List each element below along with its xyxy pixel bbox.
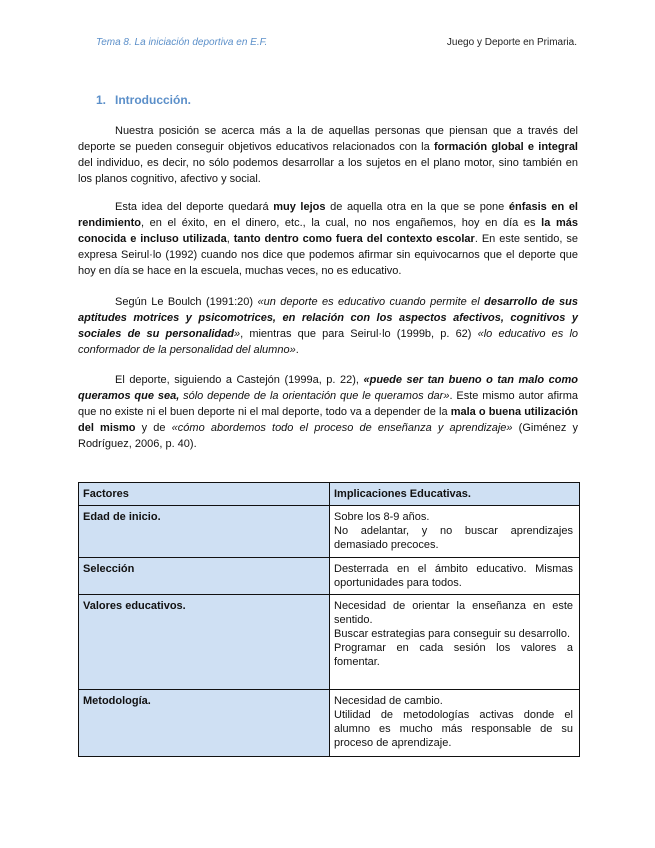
quote-run: sólo depende de la orientación que le queramos dar» xyxy=(179,390,450,402)
text-run: El deporte, siguiendo a Castejón (1999a, p. 22), xyxy=(115,374,364,386)
implication-line: Sobre los 8-9 años. xyxy=(334,511,430,523)
emphasis-run: tanto dentro como fuera del contexto escolar xyxy=(233,233,475,245)
implications-cell xyxy=(330,506,580,558)
text-run: . En este sentido, se expresa Seirul·lo (1992) cuando nos dice que podemos afirmar sin equivocarnos que el deporte que hoy en día se hace en la escuela, muchas veces, no es educativo. xyxy=(78,233,578,277)
column-header: Factores xyxy=(79,483,330,506)
section-title: Introducción. xyxy=(115,93,191,107)
text-run: . xyxy=(295,344,299,356)
section-heading xyxy=(96,93,191,107)
emphasis-run: muy lejos xyxy=(273,201,326,213)
table-header-row xyxy=(79,483,580,506)
implications-cell xyxy=(330,690,580,757)
text-run: Según Le Boulch (1991:20) xyxy=(115,296,258,308)
table-row xyxy=(79,690,580,757)
text-run: , mientras que para Seirul·lo (1999b, p. 62) xyxy=(240,328,478,340)
factors-table xyxy=(78,482,580,757)
implication-line: Programar en cada sesión los valores a fomentar. xyxy=(334,642,573,668)
factor-cell: Metodología. xyxy=(79,690,330,757)
text-run: del individuo, es decir, no sólo podemos desarrollar a los sujetos en el plano motor, sino también en los planos cognitivo, afectivo y social. xyxy=(78,157,578,185)
emphasis-run: la más conocida e incluso utilizada xyxy=(78,217,578,245)
table-row xyxy=(79,595,580,690)
column-header: Implicaciones Educativas. xyxy=(330,483,580,506)
emphasis-run: mala o buena utilización del mismo xyxy=(78,406,578,434)
implications-cell xyxy=(330,595,580,690)
table-row xyxy=(79,506,580,558)
emphasis-quote-run: «puede ser tan bueno o tan malo como queramos que sea, xyxy=(78,374,578,402)
text-run: , en el éxito, en el dinero, etc., la cual, no nos engañemos, hoy en día es xyxy=(140,217,542,229)
emphasis-run: formación global e integral xyxy=(433,141,578,153)
header-topic: Tema 8. La iniciación deportiva en E.F. xyxy=(96,37,268,48)
factor-cell: Selección xyxy=(79,558,330,595)
quote-run: » xyxy=(234,328,241,340)
table-row xyxy=(79,558,580,595)
text-run: de aquella otra en la que se pone xyxy=(325,201,509,213)
emphasis-run: énfasis en el rendimiento xyxy=(78,201,578,229)
implication-line: No adelantar, y no buscar aprendizajes demasiado precoces. xyxy=(334,525,573,551)
text-run: y de xyxy=(135,422,172,434)
implication-line: Necesidad de orientar la enseñanza en este sentido. xyxy=(334,600,573,626)
implication-line: Utilidad de metodologías activas donde el alumno es mucho más responsable de su proceso de aprendizaje. xyxy=(334,709,573,749)
implication-line: Necesidad de cambio. xyxy=(334,695,443,707)
text-run: , xyxy=(226,233,234,245)
implications-cell xyxy=(330,558,580,595)
factor-cell: Edad de inicio. xyxy=(79,506,330,558)
quote-run: «lo educativo es lo conformador de la personalidad del alumno» xyxy=(78,328,579,356)
paragraph-intro xyxy=(78,123,578,187)
quote-run: «cómo abordemos todo el proceso de enseñanza y aprendizaje» xyxy=(171,422,513,434)
paragraph-castejon xyxy=(78,372,578,452)
implication-line: Buscar estrategias para conseguir su desarrollo. xyxy=(334,628,571,640)
text-run: Nuestra posición se acerca más a la de aquellas personas que piensan que a través del deporte se pueden conseguir objetivos educativos relacionados con la xyxy=(78,125,578,153)
paragraph-le-boulch xyxy=(78,294,578,358)
factor-cell: Valores educativos. xyxy=(79,595,330,690)
page-header xyxy=(96,37,577,51)
quote-run: «un deporte es educativo cuando permite el xyxy=(257,296,485,308)
text-run: (Giménez y Rodríguez, 2006, p. 40). xyxy=(78,422,578,450)
text-run: Esta idea del deporte quedará xyxy=(115,201,274,213)
text-run: . Este mismo autor afirma que no existe ni el buen deporte ni el mal deporte, todo va a depender de la xyxy=(78,390,578,418)
header-course: Juego y Deporte en Primaria. xyxy=(446,37,577,48)
implication-line: Desterrada en el ámbito educativo. Mismas oportunidades para todos. xyxy=(334,563,573,589)
paragraph-idea xyxy=(78,199,578,279)
emphasis-quote-run: desarrollo de sus aptitudes motrices y psicomotrices, en relación con los aspectos afectivos, cognitivos y sociales de su personalidad xyxy=(78,296,579,340)
section-number: 1. xyxy=(96,93,107,107)
